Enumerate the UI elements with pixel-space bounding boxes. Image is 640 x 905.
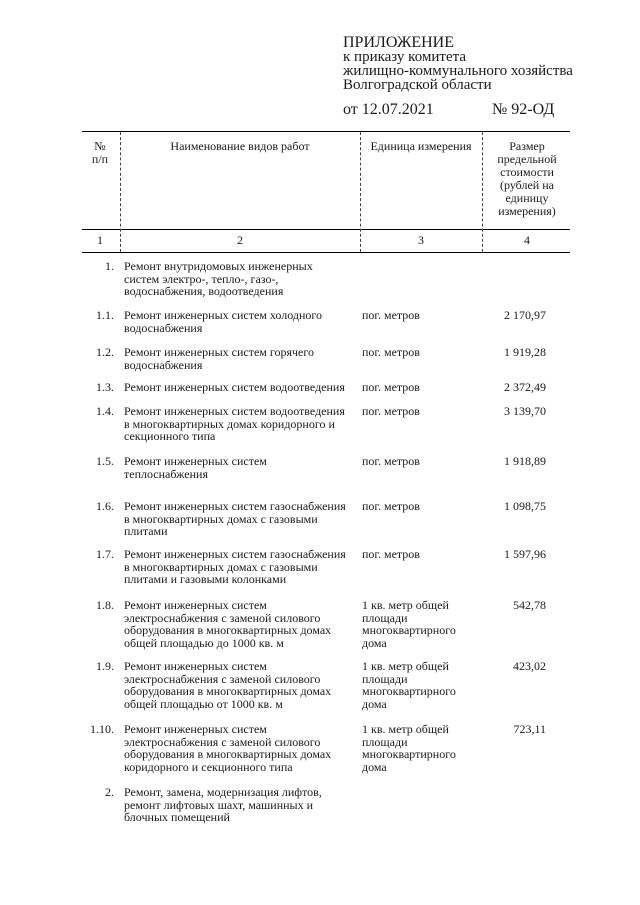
index-cell: 4 [524,233,530,247]
work-name-line: в многоквартирных домах с газовыми [124,559,318,574]
row-number: 1.4. [96,404,114,418]
work-name-line: Ремонт инженерных систем горячего [124,345,315,359]
unit-cell [362,405,470,418]
column-divider [482,132,483,252]
order-date: от 12.07.2021 [343,101,434,118]
work-name-line: систем электро-, тепло-, газо-, [124,271,279,286]
work-name-line: Ремонт инженерных систем холодного [124,308,323,322]
work-name-line: оборудования в многоквартирных домах [124,684,332,698]
unit-cell [362,723,470,773]
work-name-line: Ремонт инженерных систем водоотведения [124,380,345,394]
header-price-line: измерения) [498,204,556,218]
unit-line: площади [362,610,408,625]
work-name-line: плитами [124,524,168,538]
unit-line: пог. метров [362,345,420,359]
work-name [124,260,360,298]
header-title: ПРИЛОЖЕНИЕ [343,34,455,51]
work-name-line: водоснабжения [124,320,203,335]
header-line-4: Волгоградской области [343,77,492,93]
unit-line: многоквартирного [362,747,456,761]
header-row [82,132,570,229]
unit-line: дома [362,759,387,774]
work-name-line: Ремонт инженерных систем газоснабжения [124,547,346,561]
work-name [124,346,360,371]
price-cell: 1 098,75 [504,499,546,513]
index-cell: 1 [97,233,103,247]
unit-cell [362,346,470,359]
work-name-line: общей площадью до 1000 кв. м [124,635,284,650]
header-price-line: предельной [497,152,557,166]
row-number: 1.9. [96,659,114,673]
work-name-line: Ремонт инженерных систем [124,598,267,612]
header-price-line: стоимости [500,165,554,179]
order-number: № 92-ОД [492,101,555,118]
header-no-line: п/п [91,152,109,166]
work-name-line: водоснабжения [124,357,203,372]
header-line-2: к приказу комитета [343,49,467,65]
price-cell: 423,02 [513,659,546,673]
work-name [124,309,360,334]
work-name-line: Ремонт инженерных систем [124,722,267,736]
row-number: 1.6. [96,499,114,513]
work-name-line: общей площадью от 1000 кв. м [124,696,283,711]
row-number: 2. [105,785,114,799]
unit-line: 1 кв. метр общей [362,598,449,612]
work-name-line: Ремонт инженерных систем газоснабжения [124,499,346,513]
price-cell: 1 597,96 [504,547,546,561]
price-cell: 2 170,97 [504,308,546,322]
unit-cell [362,500,470,513]
work-name [124,660,360,710]
unit-line: 1 кв. метр общей [362,722,449,736]
unit-line: дома [362,696,387,711]
index-cell: 2 [237,233,243,247]
unit-line: пог. метров [362,547,420,561]
unit-line: дома [362,635,387,650]
work-name-line: в многоквартирных домах коридорного и [124,416,335,431]
row-number: 1.3. [96,380,114,394]
unit-line: пог. метров [362,404,420,418]
row-number: 1.5. [96,454,114,468]
column-divider [360,132,361,252]
work-name-line: Ремонт внутридомовых инженерных [124,259,313,273]
header-no-line: № [94,139,106,153]
header-price-line: (рублей на [500,178,554,192]
unit-line: 1 кв. метр общей [362,659,449,673]
price-cell: 2 372,49 [504,380,546,394]
work-name-line: оборудования в многоквартирных домах [124,623,332,637]
work-name-line: электроснабжения с заменой силового [124,734,321,749]
row-number: 1.7. [96,547,114,561]
work-name [124,786,360,824]
unit-line: площади [362,734,408,749]
work-name-line: оборудования в многоквартирных домах [124,747,332,761]
index-cell: 3 [418,233,424,247]
row-number: 1.10. [90,722,114,736]
work-name-line: секционного типа [124,429,216,443]
unit-line: пог. метров [362,499,420,513]
price-cell: 1 918,89 [504,454,546,468]
unit-line: площади [362,671,408,686]
work-name-line: ремонт лифтовых шахт, машинных и [124,797,314,812]
header-price-line: единицу [505,191,549,205]
header-no [82,140,118,166]
document-header [343,36,633,92]
unit-line: многоквартирного [362,623,456,637]
row-number: 1.2. [96,345,114,359]
work-name [124,500,360,538]
price-cell: 3 139,70 [504,404,546,418]
work-name-line: коридорного и секционного типа [124,759,293,774]
unit-line: многоквартирного [362,684,456,698]
work-name-line: Ремонт инженерных систем [124,454,267,468]
work-name [124,548,360,586]
work-name-line: теплоснабжения [124,466,208,481]
price-cell: 1 919,28 [504,345,546,359]
header-unit: Единица измерения [370,139,472,153]
header-price [484,140,570,218]
unit-line: пог. метров [362,454,420,468]
work-name [124,723,360,773]
work-name-line: Ремонт, замена, модернизация лифтов, [124,785,322,799]
header-name: Наименование видов работ [170,139,310,153]
unit-cell [362,381,470,394]
work-name [124,405,360,443]
work-name-line: электроснабжения с заменой силового [124,671,321,686]
column-index-row [82,229,570,252]
row-number: 1. [105,259,114,273]
unit-line: пог. метров [362,308,420,322]
unit-cell [362,599,470,649]
unit-cell [362,548,470,561]
work-name-line: Ремонт инженерных систем [124,659,267,673]
work-name-line: Ремонт инженерных систем водоотведения [124,404,345,418]
header-price-line: Размер [509,139,545,153]
column-divider [120,132,121,252]
work-name-line: водоснабжения, водоотведения [124,284,284,298]
work-name-line: плитами и газовыми колонками [124,572,287,586]
header-line-3: жилищно-коммунального хозяйства [343,63,573,79]
row-number: 1.8. [96,598,114,612]
work-name [124,455,360,480]
price-cell: 542,78 [513,598,546,612]
work-name [124,599,360,649]
unit-cell [362,309,470,322]
unit-cell [362,455,470,468]
work-name-line: электроснабжения с заменой силового [124,610,321,625]
work-name-line: в многоквартирных домах с газовыми [124,511,318,526]
table-header [82,131,570,253]
row-number: 1.1. [96,308,114,322]
unit-cell [362,660,470,710]
unit-line: пог. метров [362,380,420,394]
work-name [124,381,360,394]
price-cell: 723,11 [513,722,546,736]
work-name-line: блочных помещений [124,810,230,824]
